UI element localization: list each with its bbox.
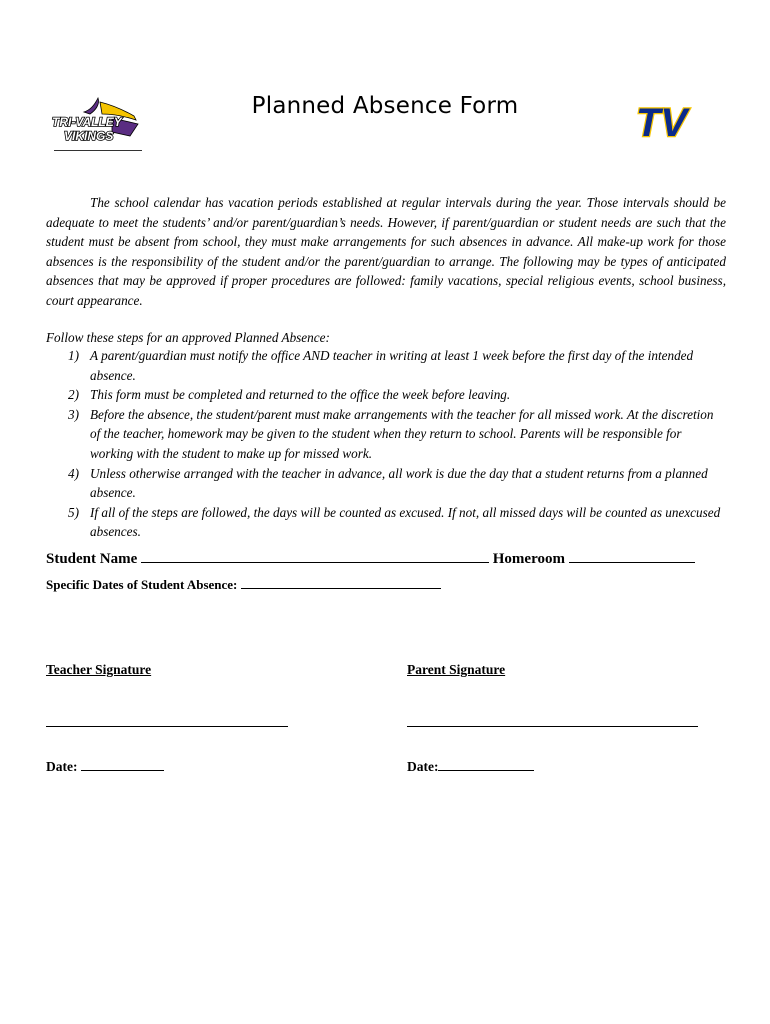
- parent-date-field[interactable]: [438, 758, 534, 771]
- logo-divider: [54, 150, 142, 151]
- parent-signature-line[interactable]: [407, 726, 698, 727]
- homeroom-label: Homeroom: [489, 551, 569, 567]
- teacher-signature-label: Teacher Signature: [46, 662, 152, 677]
- step-item: 3) Before the absence, the student/parent must make arrangements with the teacher for all missed work. At the discretion of the teacher, homework may be given to the student when they return to school. Parents will be responsible for working with the student to make up for missed work.: [68, 406, 714, 461]
- teacher-date-label: Date:: [46, 759, 81, 774]
- step-item: 1) A parent/guardian must notify the office AND teacher in writing at least 1 week before the first day of the intended absence.: [68, 348, 694, 383]
- student-name-field[interactable]: [141, 550, 489, 563]
- steps-heading: Follow these steps for an approved Planned Absence:: [46, 330, 330, 345]
- tv-logo: [634, 100, 700, 142]
- step-item: 2) This form must be completed and returned to the office the week before leaving.: [68, 387, 511, 403]
- step-item: 4) Unless otherwise arranged with the teacher in advance, all work is due the day that a student returns from a planned absence.: [68, 465, 708, 501]
- absence-dates-row: [46, 576, 441, 593]
- parent-date-row: [407, 758, 534, 775]
- student-name-label: Student Name: [46, 551, 142, 567]
- absence-dates-label: Specific Dates of Student Absence:: [46, 577, 241, 592]
- teacher-date-row: [46, 758, 164, 775]
- teacher-signature-line[interactable]: [46, 726, 288, 727]
- page-title: Planned Absence Form: [251, 93, 519, 119]
- parent-date-label: Date:: [407, 759, 439, 774]
- parent-signature-label: Parent Signature: [407, 662, 506, 677]
- logo-left-line1: TRI-VALLEY: [52, 115, 122, 129]
- homeroom-field[interactable]: [569, 550, 695, 563]
- step-item: 5) If all of the steps are followed, the days will be counted as excused. If not, all missed days will be counted as unexcused absences.: [68, 504, 721, 540]
- tv-logo-text: TV: [636, 101, 688, 142]
- student-info-row: [46, 550, 695, 568]
- intro-paragraph: The school calendar has vacation periods established at regular intervals during the year. Those intervals should be adequate to meet the students’ and/or parent/guardian’s needs. However, if parent/guardian or student needs are such that the student must be absent from school, they must make arrangements for such absences in advance. All make-up work for those absences is the responsibility of the student and/or the parent/guardian to arrange. The following may be types of anticipated absences that may be approved if proper procedures are followed: family vacations, special religious events, school business, court appearance.: [46, 195, 726, 308]
- logo-left-line2: VIKINGS: [64, 129, 114, 143]
- teacher-date-field[interactable]: [81, 758, 164, 771]
- absence-dates-field[interactable]: [241, 576, 441, 589]
- steps-list: [46, 346, 726, 542]
